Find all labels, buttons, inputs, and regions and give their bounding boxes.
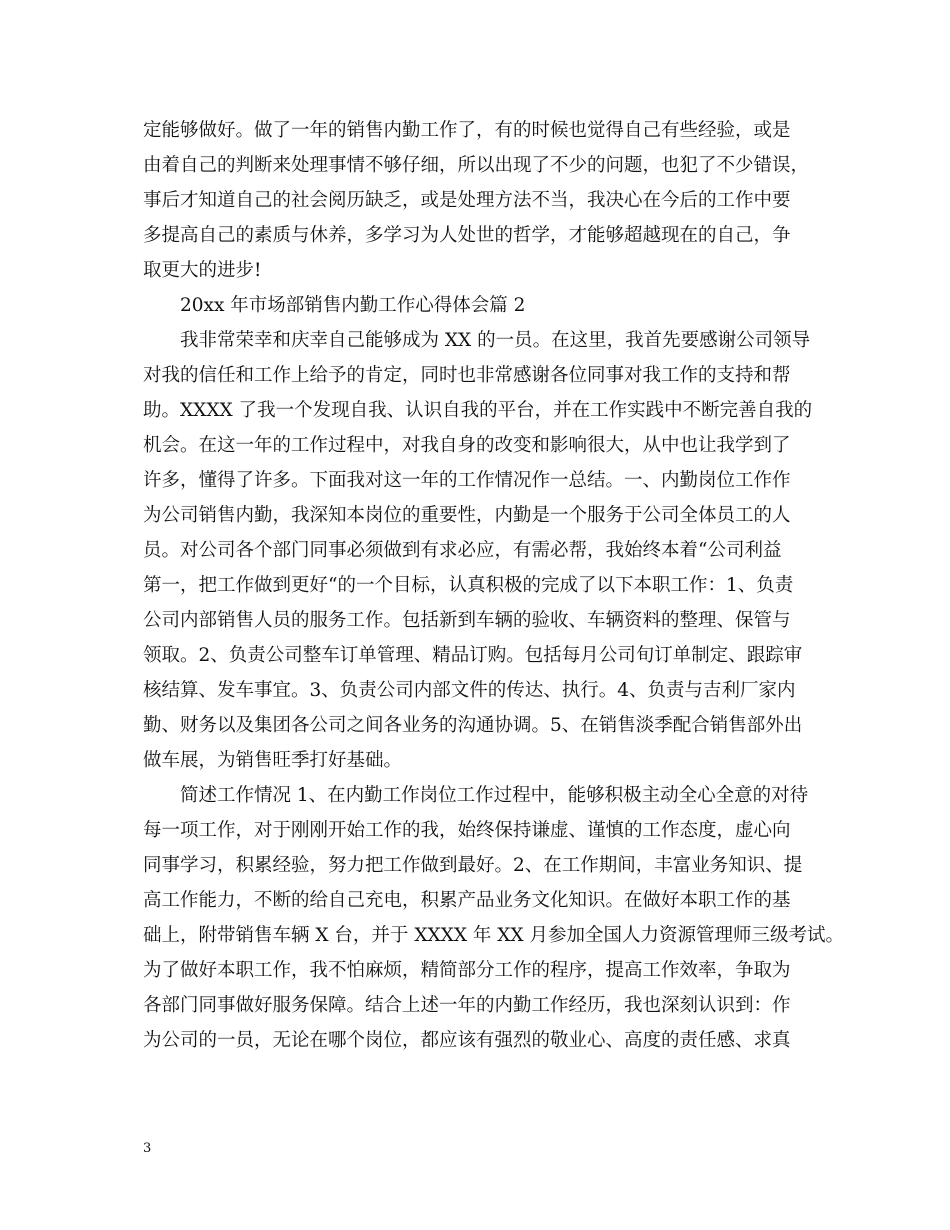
text-line: 简述工作情况 1、在内勤工作岗位工作过程中，能够积极主动全心全意的对待: [180, 785, 809, 806]
page-number: 3: [143, 1141, 152, 1156]
text-line: 由着自己的判断来处理事情不够仔细，所以出现了不少的问题，也犯了不少错误，: [143, 155, 810, 176]
text-line: 员。对公司各个部门同事必须做到有求必应，有需必帮，我始终本着“公司利益: [143, 540, 782, 561]
text-line: 第一，把工作做到更好“的一个目标，认真积极的完成了以下本职工作：1、负责: [143, 575, 794, 596]
text-line: 每一项工作，对于刚刚开始工作的我，始终保持谦虚、谨慎的工作态度，虚心向: [143, 820, 791, 841]
text-line: 核结算、发车事宜。3、负责公司内部文件的传达、执行。4、负责与吉利厂家内: [143, 680, 796, 701]
text-line: 对我的信任和工作上给予的肯定，同时也非常感谢各位同事对我工作的支持和帮: [143, 365, 791, 386]
text-line: 我非常荣幸和庆幸自己能够成为 XX 的一员。在这里，我首先要感谢公司领导: [180, 330, 811, 351]
text-line: 各部门同事做好服务保障。结合上述一年的内勤工作经历，我也深刻认识到：作: [143, 995, 791, 1016]
text-line: 许多，懂得了许多。下面我对这一年的工作情况作一总结。一、内勤岗位工作作: [143, 470, 791, 491]
text-line: 做车展，为销售旺季打好基础。: [143, 750, 403, 771]
text-line: 高工作能力，不断的给自己充电，积累产品业务文化知识。在做好本职工作的基: [143, 890, 791, 911]
text-line: 为公司的一员，无论在哪个岗位，都应该有强烈的敬业心、高度的责任感、求真: [143, 1030, 791, 1051]
text-line: 取更大的进步!: [143, 260, 262, 281]
text-line: 为公司销售内勤，我深知本岗位的重要性，内勤是一个服务于公司全体员工的人: [143, 505, 791, 526]
document-body: [143, 113, 844, 1058]
text-line: 事后才知道自己的社会阅历缺乏，或是处理方法不当，我决心在今后的工作中要: [143, 190, 791, 211]
paragraph-intro: [143, 323, 811, 778]
text-line: 助。XXXX 了我一个发现自我、认识自我的平台，并在工作实践中不断完善自我的: [143, 400, 813, 421]
section-title: 20xx 年市场部销售内勤工作心得体会篇 2: [180, 295, 526, 316]
text-line: 定能够做好。做了一年的销售内勤工作了，有的时候也觉得自己有些经验，或是: [143, 120, 791, 141]
text-line: 础上，附带销售车辆 X 台，并于 XXXX 年 XX 月参加全国人力资源管理师三级考试。: [143, 925, 844, 946]
text-line: 机会。在这一年的工作过程中，对我自身的改变和影响很大，从中也让我学到了: [143, 435, 791, 456]
text-line: 同事学习，积累经验，努力把工作做到最好。2、在工作期间，丰富业务知识、提: [143, 855, 803, 876]
paragraph-continued: [143, 113, 811, 288]
paragraph-work-summary: [143, 778, 844, 1058]
section-heading: [143, 288, 811, 323]
text-line: 多提高自己的素质与休养，多学习为人处世的哲学，才能够超越现在的自己，争: [143, 225, 791, 246]
text-line: 为了做好本职工作，我不怕麻烦，精简部分工作的程序，提高工作效率，争取为: [143, 960, 791, 981]
text-line: 勤、财务以及集团各公司之间各业务的沟通协调。5、在销售淡季配合销售部外出: [143, 715, 803, 736]
text-line: 领取。2、负责公司整车订单管理、精品订购。包括每月公司旬订单制定、跟踪审: [143, 645, 803, 666]
text-line: 公司内部销售人员的服务工作。包括新到车辆的验收、车辆资料的整理、保管与: [143, 610, 791, 631]
